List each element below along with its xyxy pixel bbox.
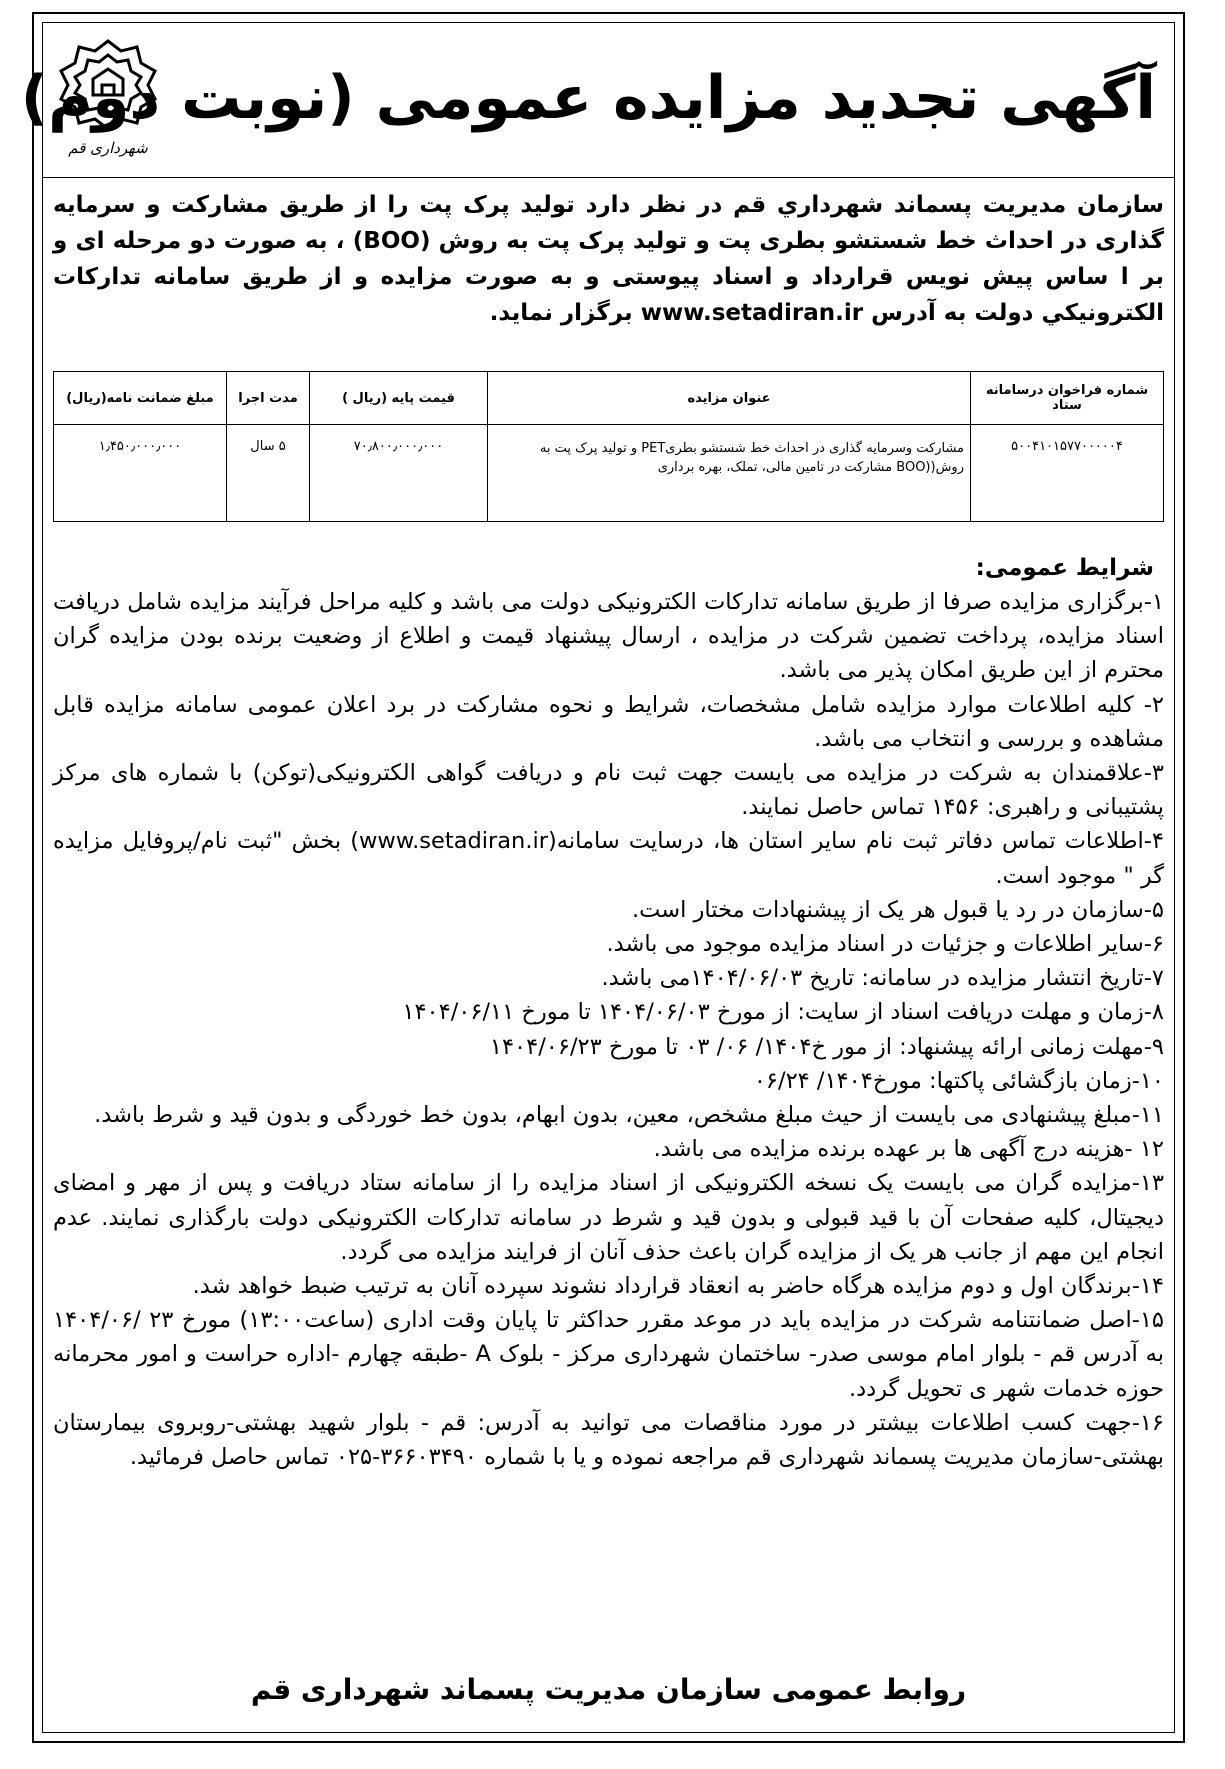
cell-duration: ۵ سال [227,425,310,522]
logo-text: شهرداری قم [68,139,148,157]
condition-item: ۶-سایر اطلاعات و جزئیات در اسناد مزایده موجود می باشد. [606,931,1164,958]
advertisement-page [20,12,1185,1743]
cell-number: ۵۰۰۴۱۰۱۵۷۷۰۰۰۰۰۴ [971,425,1164,522]
cell-base-price: ۷۰٫۸۰۰٫۰۰۰٫۰۰۰ [310,425,488,522]
table-row [54,425,1164,522]
condition-item: ۸-زمان و مهلت دریافت اسناد از سایت: از مورخ ۱۴۰۴/۰۶/۰۳ تا مورخ ۱۴۰۴/۰۶/۱۱ [402,999,1164,1026]
intro-text: سازمان مدیریت پسماند شهرداري قم در نظر دارد تولید پرک پت را از طریق مشارکت و سرمایه گذاری در احداث خط شستشو بطری پت و تولید پرک پت به روش (BOO) ، به صورت دو مرحله ای و بر ا ساس پیش نویس قرارداد و اسناد پیوستی و به صورت مزایده و از طریق سامانه تدارکات الکترونیکي دولت به آدرس www.setadiran.ir برگزار نماید. [53,192,1164,326]
col-header-subject: عنوان مزایده [488,372,971,425]
table-header-row [54,372,1164,425]
col-header-base-price: قیمت پایه (ریال ) [310,372,488,425]
header [20,23,1174,178]
col-header-duration: مدت اجرا [227,372,310,425]
cell-subject: مشارکت وسرمایه گذاری در احداث خط شستشو بطریPET و تولید پرک پت به روش((BOO مشارکت در تامین مالی، تملک، بهره برداری [488,425,971,522]
cell-guarantee: ۱٫۴۵۰٫۰۰۰٫۰۰۰ [54,425,227,522]
condition-item: ۱۴-برندگان اول و دوم مزایده هرگاه حاضر به انعقاد قرارداد نشوند سپرده آنان به ترتیب ضبط خواهد شد. [192,1273,1164,1300]
condition-item: ۱۶-جهت کسب اطلاعات بیشتر در مورد مناقصات می توانید به آدرس: قم - بلوار شهید بهشتی-روبروی بیمارستان بهشتی-سازمان مدیریت پسماند شهرداری قم مراجعه نموده و یا با شماره ۳۶۶۰۳۴۹۰-۰۲۵ تماس حاصل فرمائید. [53,1409,1164,1471]
condition-item: ۹-مهلت زمانی ارائه پیشنهاد: از مور خ۱۴۰۴/ ۰۶/ ۰۳ تا مورخ ۱۴۰۴/۰۶/۲۳ [489,1033,1164,1060]
condition-item: ۱۵-اصل ضمانتنامه شرکت در مزایده باید در موعد مقرر حداکثر تا پایان وقت اداری (ساعت۱۳:۰۰) مورخ ۲۳ /۱۴۰۴/۰۶ به آدرس قم - بلوار امام موسی صدر- ساختمان شهرداری مرکز - بلوک A -طبقه چهارم -اداره حراست و امور محرمانه حوزه خدمات شهر ی تحویل گردد. [53,1307,1164,1402]
condition-item: ۲- کلیه اطلاعات موارد مزایده شامل مشخصات، شرایط و نحوه مشارکت در برد اعلان عمومی سامانه مزایده قابل مشاهده و بررسی و انتخاب می باشد. [53,691,1164,752]
condition-item: ۷-تاریخ انتشار مزایده در سامانه: تاریخ ۱۴۰۴/۰۶/۰۳می باشد. [601,965,1164,992]
condition-item: ۱۳-مزایده گران می بایست یک نسخه الکترونیکی از اسناد مزایده را از سامانه ستاد دریافت و پس از مهر و امضای دیجیتال، کلیه صفحات آن با قید قبولی و بدون قید و شرط در سامانه تدارکات الکترونیکی دولت بارگذاری نمایند. عدم انجام این مهم از جانب هر یک از مزایده گران باعث حذف آنان از فرایند مزایده می گردد. [53,1170,1164,1265]
condition-item: ۱-برگزاری مزایده صرفا از طریق سامانه تدارکات الکترونیکی دولت می باشد و کلیه مراحل فرآیند مزایده شامل دریافت اسناد مزایده، پرداخت تضمین شرکت در مزایده ، ارسال پیشنهاد قیمت و اطلاع از وضعیت برنده بودن مزایده گران محترم از این طریق امکان پذیر می باشد. [53,589,1164,684]
conditions-list [53,585,1164,1474]
condition-item: ۱۱-مبلغ پیشنهادی می بایست از حیث مبلغ مشخص، معین، بدون ابهام، بدون خط خوردگی و بدون قید و شرط باشد. [94,1102,1164,1129]
condition-item: ۱۲ -هزینه درج آگهی ها بر عهده برنده مزایده می باشد. [653,1136,1164,1163]
condition-item: ۱۰-زمان بازگشائی پاکتها: مورخ۱۴۰۴/ ۰۶/۲۴ [753,1067,1164,1094]
footer-signature: روابط عمومی سازمان مدیریت پسماند شهرداری قم [250,1673,967,1706]
inner-border [20,22,1175,1733]
municipality-logo [53,35,163,165]
intro-paragraph [53,187,1164,331]
conditions-title: شرایط عمومی: [975,555,1154,581]
municipality-logo-icon [53,35,163,165]
auction-table [53,371,1164,522]
condition-item: ۵-سازمان در رد یا قبول هر یک از پیشنهادات مختار است. [632,896,1164,923]
col-header-number: شماره فراخوان درسامانه ستاد [971,372,1164,425]
col-header-guarantee: مبلغ ضمانت نامه(ریال) [54,372,227,425]
condition-item: ۴-اطلاعات تماس دفاتر ثبت نام سایر استان ها، درسایت سامانه(www.setadiran.ir) بخش "ثبت نام/پروفایل مزایده گر " موجود است. [53,828,1165,889]
page-title: آگهی تجدید مزایده عمومی (نوبت دوم) [20,63,1156,133]
condition-item: ۳-علاقمندان به شرکت در مزایده می بایست جهت ثبت نام و دریافت گواهی الکترونیکی(توکن) با شماره های مرکز پشتیبانی و راهبری: ۱۴۵۶ تماس حاصل نمایند. [53,760,1164,821]
